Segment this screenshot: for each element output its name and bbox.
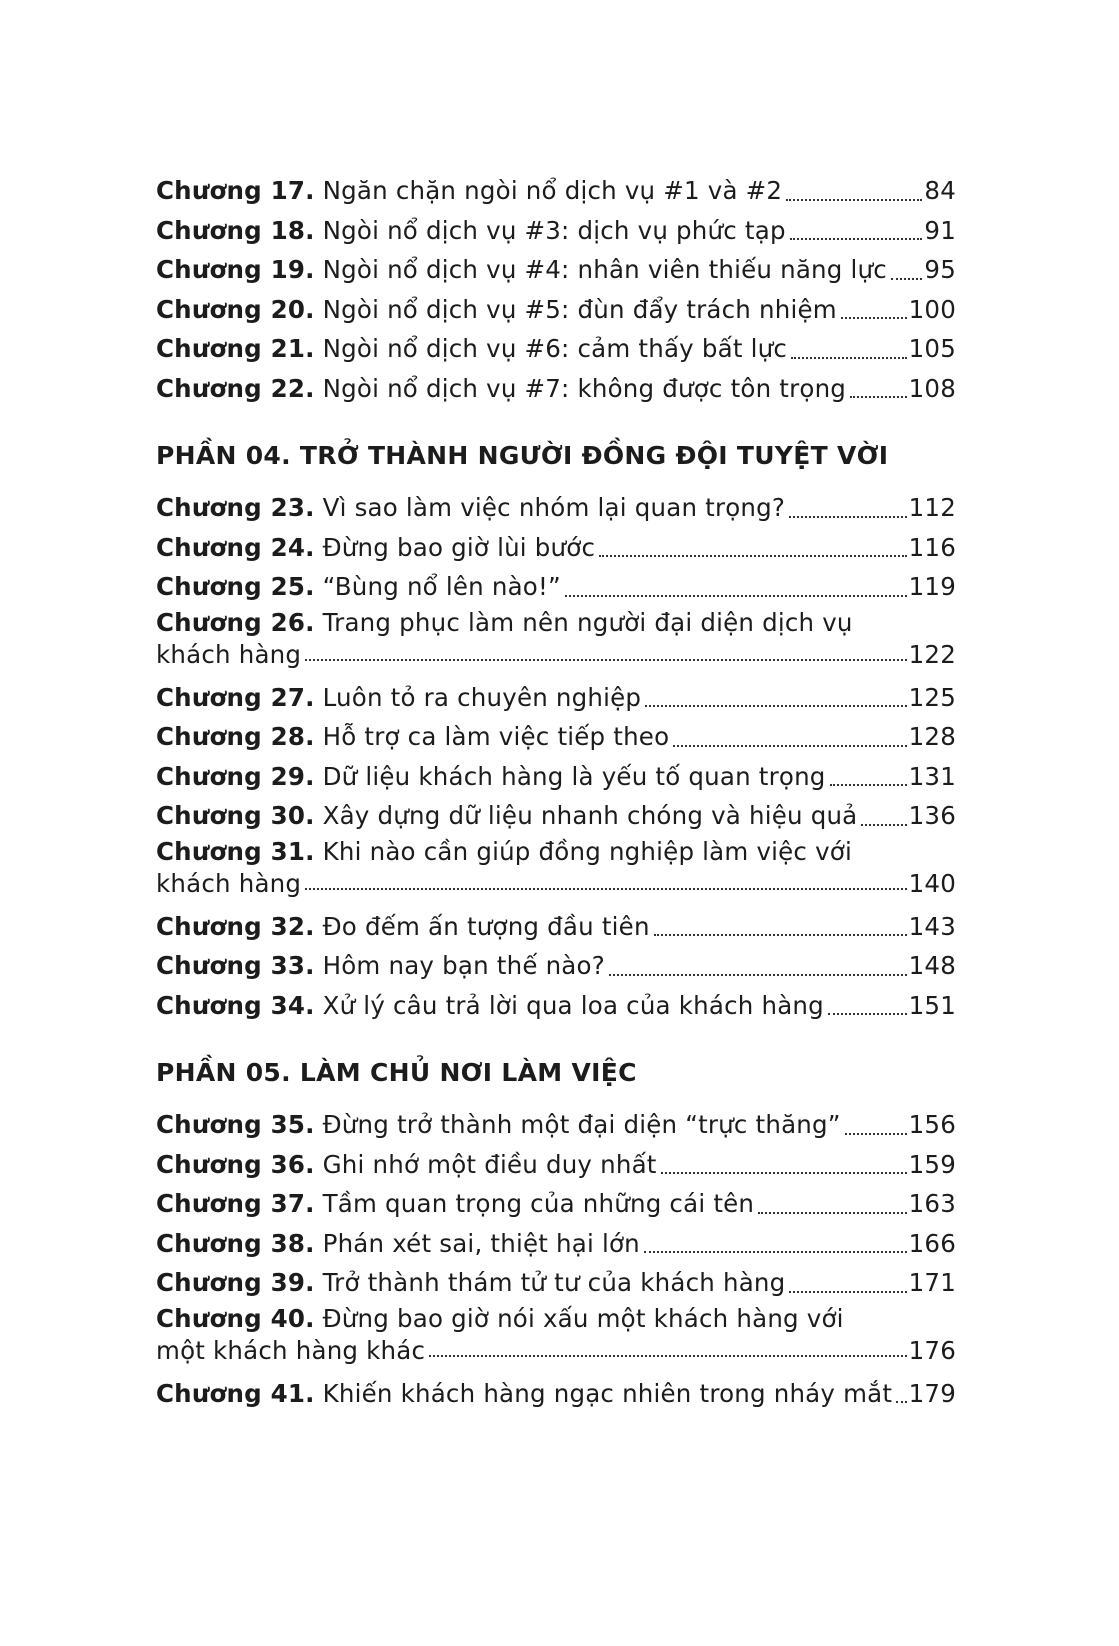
dot-leader bbox=[758, 1211, 907, 1214]
page-number: 131 bbox=[908, 761, 956, 791]
toc-entry bbox=[156, 488, 956, 528]
toc-entry bbox=[156, 1224, 956, 1264]
chapter-label: Chương 34. bbox=[156, 990, 315, 1020]
chapter-label: Chương 29. bbox=[156, 761, 315, 791]
chapter-label: Chương 20. bbox=[156, 294, 315, 324]
section-heading-part4: PHẦN 04. TRỞ THÀNH NGƯỜI ĐỒNG ĐỘI TUYỆT VỜI bbox=[156, 441, 889, 470]
dot-leader bbox=[661, 1171, 907, 1174]
dot-leader bbox=[791, 356, 907, 359]
dot-leader bbox=[305, 658, 906, 661]
toc-entry bbox=[156, 1145, 956, 1185]
toc-entry bbox=[156, 607, 956, 671]
page-number: 116 bbox=[908, 532, 956, 562]
chapter-title: Đo đếm ấn tượng đầu tiên bbox=[322, 911, 650, 941]
page-number: 108 bbox=[908, 373, 956, 403]
toc-block-part4 bbox=[156, 488, 956, 1025]
toc-entry bbox=[156, 1105, 956, 1145]
toc-entry bbox=[156, 329, 956, 369]
chapter-title: Ngòi nổ dịch vụ #6: cảm thấy bất lực bbox=[322, 334, 788, 363]
table-of-contents bbox=[156, 171, 956, 1413]
page-number: 159 bbox=[908, 1149, 956, 1179]
page-number: 95 bbox=[924, 255, 956, 284]
toc-block-part3 bbox=[156, 171, 956, 408]
chapter-label: Chương 39. bbox=[156, 1268, 315, 1297]
chapter-title: Xây dựng dữ liệu nhanh chóng và hiệu quả bbox=[322, 801, 858, 830]
chapter-label: Chương 26. bbox=[156, 607, 315, 637]
chapter-label: Chương 25. bbox=[156, 572, 315, 601]
dot-leader bbox=[850, 395, 907, 398]
dot-leader bbox=[609, 973, 907, 976]
dot-leader bbox=[645, 704, 906, 707]
chapter-label: Chương 17. bbox=[156, 176, 315, 205]
toc-block-part5 bbox=[156, 1105, 956, 1413]
toc-entry bbox=[156, 171, 956, 211]
chapter-title: Tầm quan trọng của những cái tên bbox=[322, 1189, 755, 1218]
chapter-label: Chương 21. bbox=[156, 334, 315, 363]
dot-leader bbox=[789, 1290, 906, 1293]
chapter-title: “Bùng nổ lên nào!” bbox=[322, 572, 561, 601]
dot-leader bbox=[828, 1012, 907, 1015]
page-number: 166 bbox=[908, 1228, 956, 1258]
toc-entry bbox=[156, 1263, 956, 1303]
chapter-title: Luôn tỏ ra chuyên nghiệp bbox=[322, 682, 642, 712]
toc-entry bbox=[156, 369, 956, 409]
dot-leader bbox=[896, 1400, 906, 1403]
dot-leader bbox=[305, 887, 906, 890]
page-number: 151 bbox=[908, 990, 956, 1020]
chapter-label: Chương 24. bbox=[156, 532, 315, 562]
chapter-title-continued: khách hàng bbox=[156, 868, 302, 898]
chapter-title-continued: khách hàng bbox=[156, 639, 302, 669]
chapter-label: Chương 33. bbox=[156, 951, 315, 980]
dot-leader bbox=[786, 198, 922, 201]
toc-entry bbox=[156, 946, 956, 986]
dot-leader bbox=[673, 744, 906, 747]
toc-entry bbox=[156, 986, 956, 1026]
dot-leader bbox=[830, 783, 907, 786]
dot-leader bbox=[789, 515, 907, 518]
chapter-label: Chương 38. bbox=[156, 1228, 315, 1258]
chapter-label: Chương 19. bbox=[156, 255, 315, 284]
dot-leader bbox=[891, 277, 923, 280]
chapter-title-continued: một khách hàng khác bbox=[156, 1335, 426, 1365]
dot-leader bbox=[790, 237, 923, 240]
page-number: 136 bbox=[908, 801, 956, 830]
page-number: 179 bbox=[908, 1378, 956, 1408]
toc-entry bbox=[156, 836, 956, 900]
toc-entry bbox=[156, 796, 956, 836]
page-number: 128 bbox=[908, 722, 956, 751]
dot-leader bbox=[565, 594, 907, 597]
dot-leader bbox=[861, 823, 906, 826]
chapter-title: Trở thành thám tử tư của khách hàng bbox=[322, 1268, 786, 1297]
dot-leader bbox=[599, 554, 906, 557]
section-heading-part5: PHẦN 05. LÀM CHỦ NƠI LÀM VIỆC bbox=[156, 1058, 637, 1087]
chapter-title: Ghi nhớ một điều duy nhất bbox=[322, 1149, 657, 1179]
page-number: 143 bbox=[908, 911, 956, 941]
chapter-label: Chương 22. bbox=[156, 373, 315, 403]
toc-entry bbox=[156, 528, 956, 568]
chapter-title: Đừng bao giờ nói xấu một khách hàng với bbox=[322, 1303, 844, 1333]
chapter-label: Chương 30. bbox=[156, 801, 315, 830]
dot-leader bbox=[845, 1132, 907, 1135]
chapter-title: Hôm nay bạn thế nào? bbox=[322, 951, 605, 980]
toc-entry bbox=[156, 1374, 956, 1414]
chapter-title: Khiến khách hàng ngạc nhiên trong nháy mắt bbox=[322, 1378, 893, 1408]
chapter-title: Dữ liệu khách hàng là yếu tố quan trọng bbox=[322, 761, 826, 791]
page-number: 84 bbox=[924, 176, 956, 205]
chapter-title: Hỗ trợ ca làm việc tiếp theo bbox=[322, 722, 670, 751]
page-number: 122 bbox=[908, 639, 956, 669]
toc-entry bbox=[156, 757, 956, 797]
page-number: 140 bbox=[908, 868, 956, 898]
chapter-label: Chương 41. bbox=[156, 1378, 315, 1408]
page-number: 112 bbox=[908, 493, 956, 522]
chapter-title: Đừng trở thành một đại diện “trực thăng” bbox=[322, 1110, 841, 1139]
page-number: 148 bbox=[908, 951, 956, 980]
toc-entry bbox=[156, 678, 956, 718]
toc-entry bbox=[156, 1303, 956, 1367]
toc-entry bbox=[156, 567, 956, 607]
chapter-label: Chương 37. bbox=[156, 1189, 315, 1218]
page-number: 156 bbox=[908, 1110, 956, 1139]
chapter-label: Chương 40. bbox=[156, 1303, 315, 1333]
chapter-label: Chương 31. bbox=[156, 836, 315, 866]
chapter-label: Chương 28. bbox=[156, 722, 315, 751]
chapter-title: Ngăn chặn ngòi nổ dịch vụ #1 và #2 bbox=[322, 176, 783, 205]
page-number: 163 bbox=[908, 1189, 956, 1218]
chapter-title: Ngòi nổ dịch vụ #3: dịch vụ phức tạp bbox=[322, 215, 786, 245]
page-number: 119 bbox=[908, 572, 956, 601]
chapter-label: Chương 35. bbox=[156, 1110, 315, 1139]
dot-leader bbox=[644, 1250, 907, 1253]
page-number: 100 bbox=[908, 294, 956, 324]
chapter-title: Xử lý câu trả lời qua loa của khách hàng bbox=[322, 990, 824, 1020]
toc-entry bbox=[156, 211, 956, 251]
chapter-label: Chương 18. bbox=[156, 215, 315, 245]
toc-entry bbox=[156, 250, 956, 290]
chapter-label: Chương 27. bbox=[156, 682, 315, 712]
chapter-title: Ngòi nổ dịch vụ #5: đùn đẩy trách nhiệm bbox=[322, 294, 837, 324]
page-number: 105 bbox=[908, 334, 956, 363]
toc-entry bbox=[156, 1184, 956, 1224]
toc-entry bbox=[156, 290, 956, 330]
dot-leader bbox=[841, 316, 907, 319]
page-number: 176 bbox=[908, 1335, 956, 1365]
chapter-title: Vì sao làm việc nhóm lại quan trọng? bbox=[322, 493, 786, 522]
chapter-title: Phán xét sai, thiệt hại lớn bbox=[322, 1228, 640, 1258]
chapter-label: Chương 23. bbox=[156, 493, 315, 522]
chapter-title: Trang phục làm nên người đại diện dịch vụ bbox=[322, 607, 853, 637]
toc-entry bbox=[156, 717, 956, 757]
page-number: 125 bbox=[908, 682, 956, 712]
chapter-title: Khi nào cần giúp đồng nghiệp làm việc với bbox=[322, 836, 852, 866]
chapter-label: Chương 32. bbox=[156, 911, 315, 941]
page-number: 171 bbox=[908, 1268, 956, 1297]
dot-leader bbox=[429, 1354, 906, 1357]
toc-entry bbox=[156, 907, 956, 947]
chapter-label: Chương 36. bbox=[156, 1149, 315, 1179]
chapter-title: Đừng bao giờ lùi bước bbox=[322, 532, 596, 562]
dot-leader bbox=[654, 933, 907, 936]
chapter-title: Ngòi nổ dịch vụ #4: nhân viên thiếu năng lực bbox=[322, 255, 887, 284]
page-number: 91 bbox=[924, 215, 956, 245]
chapter-title: Ngòi nổ dịch vụ #7: không được tôn trọng bbox=[322, 373, 847, 403]
